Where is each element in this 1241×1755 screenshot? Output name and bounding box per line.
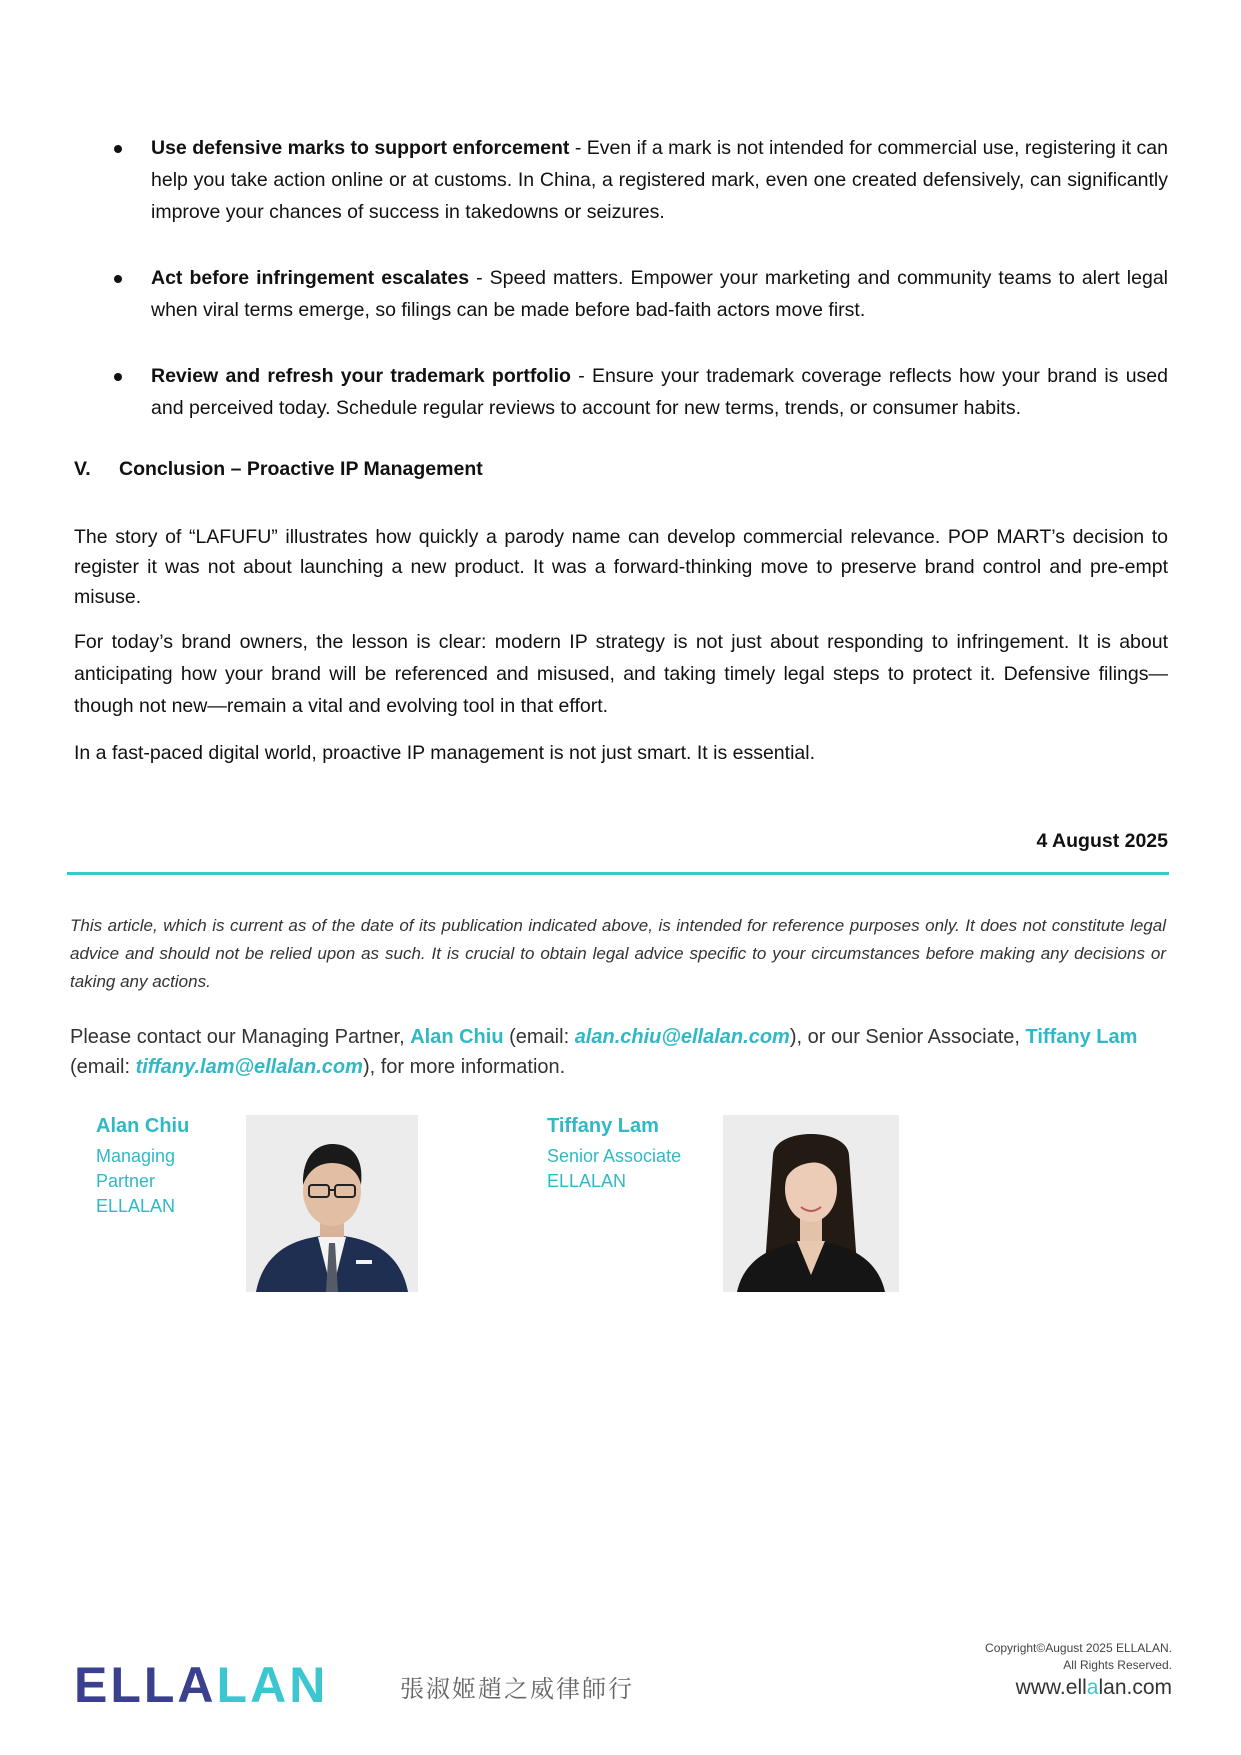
chinese-firm-name: 張淑姬趙之威律師行 — [400, 1676, 634, 1703]
paragraph: The story of “LAFUFU” illustrates how quickly a parody name can develop commercial relevance. POP MART’s decision to register it was not about launching a new product. It was a forward-thinking move to preserve brand control and pre-empt misuse. — [74, 526, 1168, 608]
section-number: V. — [74, 458, 91, 480]
website-text: www.ell — [1015, 1676, 1087, 1699]
profile-tiffany — [547, 1115, 717, 1194]
bullet-icon — [114, 145, 122, 153]
section-title: Conclusion – Proactive IP Management — [119, 458, 483, 480]
paragraph: In a fast-paced digital world, proactive IP management is not just smart. It is essential. — [74, 742, 815, 764]
list-item — [110, 360, 1168, 424]
copyright-line: Copyright©August 2025 ELLALAN. — [985, 1641, 1172, 1655]
contact-name-alan: Alan Chiu — [410, 1026, 504, 1048]
bullet-title: Review and refresh your trademark portfolio — [151, 365, 571, 387]
section-heading — [74, 458, 483, 481]
photo-alan — [246, 1115, 418, 1292]
recommendation-list — [110, 132, 1168, 458]
website-link[interactable] — [1016, 1676, 1172, 1700]
list-item — [110, 132, 1168, 228]
ellalan-logo — [74, 1656, 328, 1714]
contact-text: Please contact our Managing Partner, — [70, 1026, 411, 1048]
bullet-icon — [114, 275, 122, 283]
profile-name: Alan Chiu — [96, 1115, 190, 1137]
list-item — [110, 262, 1168, 326]
profile-firm: ELLALAN — [96, 1196, 176, 1216]
profile-title: Senior Associate — [547, 1146, 682, 1166]
paragraph: For today’s brand owners, the lesson is clear: modern IP strategy is not just about responding to infringement. It is about anticipating how your brand will be referenced and misused, and taking timely legal steps to protect it. Defensive filings—though not new—remain a vital and evolving tool in that effort. — [74, 631, 1168, 717]
conclusion-body — [74, 522, 1168, 782]
website-text: a — [1086, 1676, 1099, 1699]
copyright-notice — [985, 1640, 1172, 1674]
profile-firm: ELLALAN — [547, 1171, 627, 1191]
email-link-alan[interactable]: alan.chiu@ellalan.com — [574, 1026, 790, 1048]
contact-text: ), for more information. — [362, 1056, 566, 1078]
bullet-text: - Even if a mark is not intended for commercial use, registering it can help you take action online or at customs. In China, a registered mark, even one created defensively, can significantly improve your chances of success in takedowns or seizures. — [151, 137, 1168, 223]
profile-name: Tiffany Lam — [547, 1115, 659, 1137]
contact-paragraph — [70, 1022, 1166, 1082]
bullet-icon — [114, 373, 122, 381]
copyright-line: All Rights Reserved. — [1063, 1658, 1172, 1672]
publication-date: 4 August 2025 — [1036, 830, 1168, 852]
profile-title: Partner — [96, 1171, 156, 1191]
logo-part-ella: ELLA — [74, 1657, 217, 1713]
photo-tiffany — [723, 1115, 899, 1292]
website-text: lan.com — [1098, 1676, 1172, 1699]
bullet-title: Use defensive marks to support enforcement — [151, 137, 570, 159]
bullet-title: Act before infringement escalates — [151, 267, 470, 289]
contact-text: ), or our Senior Associate, — [789, 1026, 1026, 1048]
disclaimer: This article, which is current as of the date of its publication indicated above, is intended for reference purposes only. It does not constitute legal advice and should not be relied upon as such. It is crucial to obtain legal advice specific to your circumstances before making any decisions or taking any actions. — [70, 916, 1166, 991]
profile-alan — [96, 1115, 216, 1219]
divider — [67, 872, 1169, 875]
logo-part-lan: LAN — [216, 1657, 329, 1713]
email-link-tiffany[interactable]: tiffany.lam@ellalan.com — [135, 1056, 363, 1078]
profile-title: Managing — [96, 1146, 176, 1166]
bullet-text: - Speed matters. Empower your marketing and community teams to alert legal when viral terms emerge, so filings can be made before bad-faith actors move first. — [151, 267, 1168, 321]
bullet-text: - Ensure your trademark coverage reflects how your brand is used and perceived today. Schedule regular reviews to account for new terms, trends, or consumer habits. — [151, 365, 1168, 419]
contact-text: (email: — [70, 1056, 136, 1078]
contact-name-tiffany: Tiffany Lam — [1025, 1026, 1138, 1048]
contact-text: (email: — [503, 1026, 575, 1048]
